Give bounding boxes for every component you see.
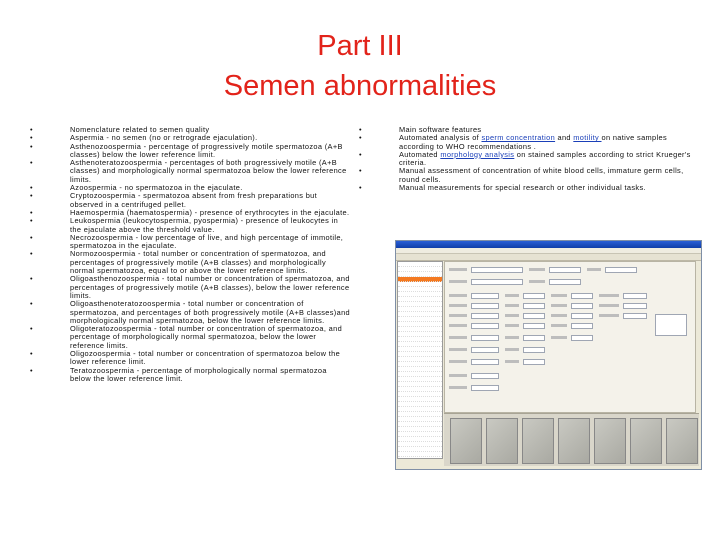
nomenclature-item: • Oligozoospermia - total number or concentration of spermatozoa below the lower reference limit. (30, 350, 350, 367)
software-features-list (359, 126, 704, 192)
feature-text: Manual assessment of concentration of white blood cells, immature germ cells, round cells. (399, 166, 684, 184)
patient-list (397, 261, 443, 459)
form-field (471, 347, 499, 353)
form-label (449, 268, 467, 271)
nomenclature-item: • Oligoasthenoteratozoospermia - total number or concentration of spermatozoa, and percentages of both progressively motile (A+B classes)and morphologically normal spermatozoa, below the lower reference limits. (30, 300, 350, 325)
sample-thumbnail (594, 418, 626, 464)
sample-thumbnail (558, 418, 590, 464)
form-label (449, 304, 467, 307)
form-field (571, 293, 593, 299)
motility-link[interactable]: motility (573, 133, 602, 143)
form-field (549, 267, 581, 273)
form-label (449, 374, 467, 377)
title-line-2: Semen abnormalities (223, 70, 497, 102)
feature-item (359, 134, 704, 151)
nomenclature-item: • Necrozoospermia - low percentage of live, and high percentage of immotile, spermatozoa in the ejaculate. (30, 234, 350, 251)
form-label (449, 360, 467, 363)
form-label (449, 336, 467, 339)
form-field (623, 313, 647, 319)
form-field (471, 335, 499, 341)
feature-text: Manual measurements for special research or other individual tasks. (399, 183, 646, 193)
form-field (471, 313, 499, 319)
nomenclature-item: • Asthenozoospermia - percentage of progressively motile spermatozoa (A+B classes) below the lower reference limit. (30, 143, 350, 160)
form-label (449, 324, 467, 327)
nomenclature-item: • Azoospermia - no spermatozoa in the ejaculate. (30, 184, 350, 192)
image-strip (444, 413, 699, 466)
form-label (505, 304, 519, 307)
nomenclature-item: • Nomenclature related to semen quality (30, 126, 350, 134)
form-field (571, 335, 593, 341)
nomenclature-item: • Asthenoteratozoospermia - percentages of both progressively motile (A+B classes) and morphologically normal spermatozoa below the lower reference limits. (30, 159, 350, 184)
form-field (571, 313, 593, 319)
form-field (471, 373, 499, 379)
form-label (505, 336, 519, 339)
form-label (529, 280, 545, 283)
form-label (505, 324, 519, 327)
form-label (551, 336, 567, 339)
feature-item (359, 151, 704, 168)
feature-text: on stained samples according to strict Krueger's criteria. (399, 149, 691, 168)
form-field (471, 323, 499, 329)
form-field (523, 293, 545, 299)
form-field (523, 335, 545, 341)
patient-form (444, 261, 696, 413)
software-screenshot (395, 240, 702, 470)
nomenclature-item: • Haemospermia (haematospermia) - presence of erythrocytes in the ejaculate. (30, 209, 350, 217)
nomenclature-list (30, 126, 350, 383)
form-field (523, 347, 545, 353)
feature-item (359, 167, 704, 184)
form-label (505, 314, 519, 317)
nomenclature-item: • Aspermia - no semen (no or retrograde ejaculation). (30, 134, 350, 142)
nomenclature-item: • Leukospermia (leukocytospermia, pyospermia) - presence of leukocytes in the ejaculate above the threshold value. (30, 217, 350, 234)
app-titlebar (396, 241, 701, 248)
nomenclature-item: • Oligoteratozoospermia - total number or concentration of spermatozoa, and percentage of morphologically normal spermatozoa, below the lower reference limits. (30, 325, 350, 350)
form-label (599, 314, 619, 317)
sample-thumbnail (450, 418, 482, 464)
form-label (505, 360, 519, 363)
form-label (449, 386, 467, 389)
feature-text: Automated analysis of (399, 133, 482, 143)
form-field (549, 279, 581, 285)
sample-thumbnail (666, 418, 698, 464)
morphology-analysis-link[interactable]: morphology analysis (440, 149, 515, 159)
nomenclature-item: • Normozoospermia - total number or concentration of spermatozoa, and percentages of progressively motile (A+B classes) and morphologically normal spermatozoa, equal to or above the lower reference limits. (30, 250, 350, 275)
form-label (551, 304, 567, 307)
form-label (551, 314, 567, 317)
form-label (599, 304, 619, 307)
form-field (523, 303, 545, 309)
form-field (571, 303, 593, 309)
form-label (551, 324, 567, 327)
form-field (471, 359, 499, 365)
form-field (471, 303, 499, 309)
form-label (505, 294, 519, 297)
feature-text: on native samples according to WHO recommendations . (399, 133, 668, 151)
title-line-1: Part III (317, 30, 403, 62)
form-label (551, 294, 567, 297)
form-field (471, 293, 499, 299)
nomenclature-item: • Oligoasthenozoospermia - total number or concentration of spermatozoa, and percentages of progressively motile (A+B classes), below the lower reference limits. (30, 275, 350, 300)
form-label (599, 294, 619, 297)
form-field (571, 323, 593, 329)
form-label (449, 280, 467, 283)
form-field (623, 293, 647, 299)
form-label (449, 348, 467, 351)
feature-text: Automated (399, 149, 441, 159)
nomenclature-item: • Cryptozoospermia - spermatozoa absent from fresh preparations but observed in a centrifuged pellet. (30, 192, 350, 209)
patient-row (398, 457, 442, 459)
form-field (471, 279, 523, 285)
form-field (471, 385, 499, 391)
sperm-concentration-link[interactable]: sperm concentration (481, 133, 556, 143)
sample-thumbnail (486, 418, 518, 464)
notes-box (655, 314, 687, 336)
form-label (587, 268, 601, 271)
app-toolbar (396, 254, 701, 261)
feature-item (359, 184, 704, 192)
form-field (523, 323, 545, 329)
form-label (449, 314, 467, 317)
feature-text: and (555, 133, 574, 143)
form-field (523, 359, 545, 365)
sample-thumbnail (522, 418, 554, 464)
form-field (523, 313, 545, 319)
form-label (449, 294, 467, 297)
form-field (605, 267, 637, 273)
sample-thumbnail (630, 418, 662, 464)
slide-title (0, 26, 720, 106)
form-label (529, 268, 545, 271)
form-field (471, 267, 523, 273)
form-field (623, 303, 647, 309)
form-label (505, 348, 519, 351)
feature-text: Main software features (399, 125, 482, 134)
nomenclature-item: • Teratozoospermia - percentage of morphologically normal spermatozoa below the lower reference limit. (30, 367, 350, 384)
